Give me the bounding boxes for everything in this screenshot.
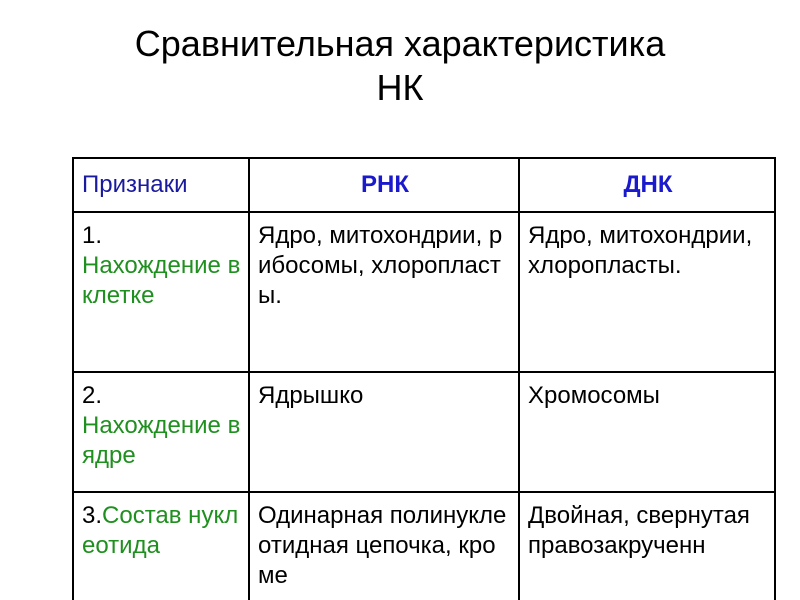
table-header-row <box>73 158 775 212</box>
dnk-cell: Хромосомы <box>519 372 775 492</box>
feature-label: Нахождение в ядре <box>82 412 241 469</box>
header-rnk: РНК <box>249 158 519 212</box>
header-features: Признаки <box>73 158 249 212</box>
title-line-2: НК <box>376 67 424 108</box>
feature-label: Нахождение в клетке <box>82 252 241 309</box>
comparison-table <box>72 157 776 600</box>
feature-cell <box>73 372 249 492</box>
rnk-cell: Ядро, митохондрии, рибосомы, хлоропласты. <box>249 212 519 372</box>
feature-cell <box>73 212 249 372</box>
feature-number: 1. <box>82 222 103 249</box>
rnk-cell: Ядрышко <box>249 372 519 492</box>
table-row <box>73 492 775 600</box>
header-dnk: ДНК <box>519 158 775 212</box>
table-row <box>73 212 775 372</box>
table-row <box>73 372 775 492</box>
feature-number: 2. <box>82 382 103 409</box>
slide-title <box>0 22 800 110</box>
feature-number: 3. <box>82 502 103 529</box>
feature-cell <box>73 492 249 600</box>
dnk-cell: Ядро, митохондрии, хлоропласты. <box>519 212 775 372</box>
dnk-cell: Двойная, свернутая правозакрученн <box>519 492 775 600</box>
rnk-cell: Одинарная полинуклеотидная цепочка, кроме <box>249 492 519 600</box>
title-line-1: Сравнительная характеристика <box>134 23 666 64</box>
feature-label: Состав нуклеотида <box>82 502 239 559</box>
